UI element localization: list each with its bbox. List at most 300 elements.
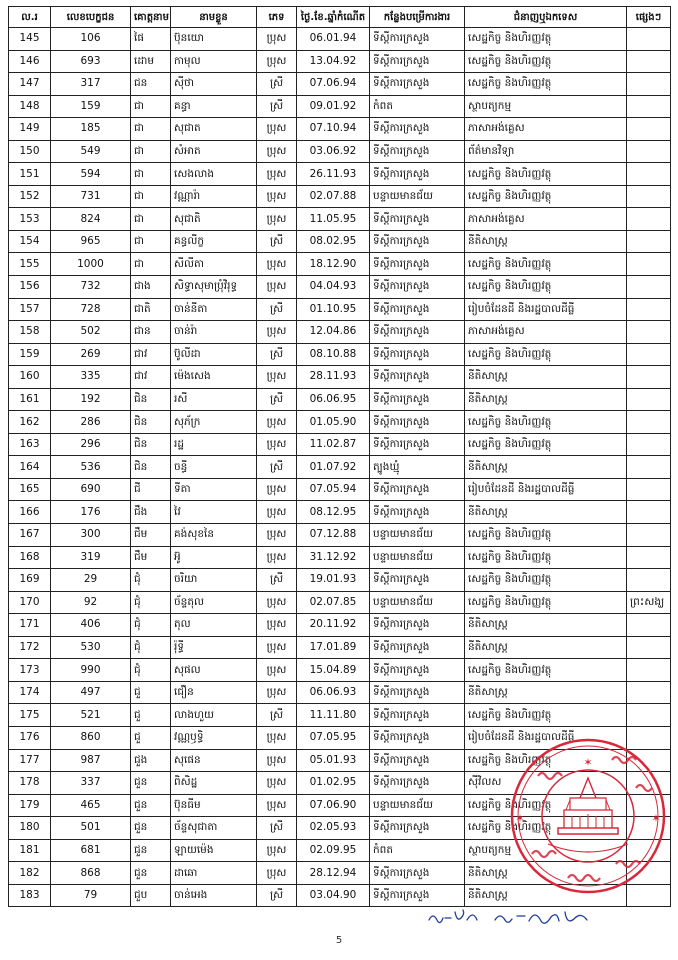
column-header-sex: ភេទ bbox=[257, 7, 297, 28]
cell-given-name: សំអាត bbox=[171, 140, 257, 163]
cell-workplace: បន្ទាយមានជ័យ bbox=[370, 546, 465, 569]
cell-candidate-id: 1000 bbox=[51, 253, 131, 276]
cell-sex: ប្រុស bbox=[257, 772, 297, 795]
cell-candidate-id: 501 bbox=[51, 817, 131, 840]
cell-candidate-id: 286 bbox=[51, 411, 131, 434]
cell-workplace: ទីស្ដីការក្រសួង bbox=[370, 411, 465, 434]
cell-given-name: ច័ន្ទតុល bbox=[171, 591, 257, 614]
cell-date-of-birth: 02.05.93 bbox=[297, 817, 370, 840]
cell-given-name: តុល bbox=[171, 614, 257, 637]
cell-workplace: ទីស្ដីការក្រសួង bbox=[370, 884, 465, 907]
cell-given-name: ចាន់អេង bbox=[171, 884, 257, 907]
cell-major: រៀបចំដែនដី និងរដ្ឋបាលដីធ្លី bbox=[465, 478, 627, 501]
column-header-note: ផ្សេងៗ bbox=[627, 7, 671, 28]
cell-given-name: ច័ន្ទសុជាតា bbox=[171, 817, 257, 840]
cell-row-number: 170 bbox=[9, 591, 51, 614]
cell-date-of-birth: 11.11.80 bbox=[297, 704, 370, 727]
cell-candidate-id: 868 bbox=[51, 862, 131, 885]
cell-given-name: វណ្ណារ៉ា bbox=[171, 185, 257, 208]
cell-family-name: ជិន bbox=[131, 433, 171, 456]
table-row bbox=[9, 411, 671, 434]
cell-sex: ស្រី bbox=[257, 388, 297, 411]
cell-given-name: រសី bbox=[171, 388, 257, 411]
cell-row-number: 149 bbox=[9, 118, 51, 141]
cell-date-of-birth: 28.12.94 bbox=[297, 862, 370, 885]
column-header-candidate-id: លេខបេក្ខជន bbox=[51, 7, 131, 28]
cell-sex: ប្រុស bbox=[257, 659, 297, 682]
cell-candidate-id: 681 bbox=[51, 839, 131, 862]
cell-note bbox=[627, 411, 671, 434]
cell-workplace: ទីស្ដីការក្រសួង bbox=[370, 569, 465, 592]
cell-note bbox=[627, 569, 671, 592]
table-row bbox=[9, 591, 671, 614]
cell-sex: ស្រី bbox=[257, 569, 297, 592]
cell-workplace: ទីស្ដីការក្រសួង bbox=[370, 433, 465, 456]
cell-sex: ប្រុស bbox=[257, 163, 297, 186]
cell-sex: ប្រុស bbox=[257, 681, 297, 704]
cell-row-number: 166 bbox=[9, 501, 51, 524]
cell-sex: ប្រុស bbox=[257, 411, 297, 434]
cell-family-name: ជួន bbox=[131, 817, 171, 840]
column-header-given-name: នាមខ្លួន bbox=[171, 7, 257, 28]
cell-sex: ប្រុស bbox=[257, 478, 297, 501]
cell-sex: ប្រុស bbox=[257, 185, 297, 208]
cell-note bbox=[627, 253, 671, 276]
cell-major: សេដ្ឋកិច្ច និងហិរញ្ញវត្ថុ bbox=[465, 546, 627, 569]
cell-sex: ប្រុស bbox=[257, 140, 297, 163]
cell-row-number: 181 bbox=[9, 839, 51, 862]
cell-major: នីតិសាស្ត្រ bbox=[465, 862, 627, 885]
cell-given-name: ប៊ុនយោ bbox=[171, 28, 257, 51]
cell-family-name: ជន bbox=[131, 73, 171, 96]
cell-note: ព្រះសង្ឃ bbox=[627, 591, 671, 614]
cell-note bbox=[627, 321, 671, 344]
cell-date-of-birth: 19.01.93 bbox=[297, 569, 370, 592]
cell-workplace: ទីស្ដីការក្រសួង bbox=[370, 276, 465, 299]
cell-row-number: 183 bbox=[9, 884, 51, 907]
cell-workplace: ទីស្ដីការក្រសួង bbox=[370, 73, 465, 96]
cell-major: នីតិសាស្ត្រ bbox=[465, 614, 627, 637]
cell-date-of-birth: 01.05.90 bbox=[297, 411, 370, 434]
cell-sex: ស្រី bbox=[257, 456, 297, 479]
table-row bbox=[9, 230, 671, 253]
cell-row-number: 164 bbox=[9, 456, 51, 479]
cell-major: នីតិសាស្ត្រ bbox=[465, 884, 627, 907]
cell-sex: ប្រុស bbox=[257, 524, 297, 547]
cell-row-number: 173 bbox=[9, 659, 51, 682]
cell-workplace: ទីស្ដីការក្រសួង bbox=[370, 726, 465, 749]
cell-date-of-birth: 01.10.95 bbox=[297, 298, 370, 321]
cell-major: សេដ្ឋកិច្ច និងហិរញ្ញវត្ថុ bbox=[465, 50, 627, 73]
cell-given-name: លាងហួយ bbox=[171, 704, 257, 727]
cell-row-number: 151 bbox=[9, 163, 51, 186]
table-row bbox=[9, 298, 671, 321]
cell-workplace: ទីស្ដីការក្រសួង bbox=[370, 749, 465, 772]
cell-candidate-id: 159 bbox=[51, 95, 131, 118]
cell-date-of-birth: 02.07.88 bbox=[297, 185, 370, 208]
cell-sex: ប្រុស bbox=[257, 253, 297, 276]
cell-given-name: ចាន់រ៉ា bbox=[171, 321, 257, 344]
table-row bbox=[9, 118, 671, 141]
cell-given-name: ចន្ធី bbox=[171, 456, 257, 479]
cell-sex: ប្រុស bbox=[257, 591, 297, 614]
cell-family-name: ជាវ bbox=[131, 366, 171, 389]
cell-row-number: 172 bbox=[9, 636, 51, 659]
cell-row-number: 177 bbox=[9, 749, 51, 772]
table-row bbox=[9, 343, 671, 366]
table-row bbox=[9, 704, 671, 727]
cell-date-of-birth: 31.12.92 bbox=[297, 546, 370, 569]
table-row bbox=[9, 681, 671, 704]
cell-given-name: គន្ធលីក្ខ bbox=[171, 230, 257, 253]
cell-date-of-birth: 04.04.93 bbox=[297, 276, 370, 299]
cell-sex: ស្រី bbox=[257, 817, 297, 840]
cell-row-number: 159 bbox=[9, 343, 51, 366]
cell-note bbox=[627, 95, 671, 118]
cell-sex: ស្រី bbox=[257, 884, 297, 907]
cell-workplace: ទីស្ដីការក្រសួង bbox=[370, 659, 465, 682]
cell-note bbox=[627, 73, 671, 96]
cell-workplace: ទីស្ដីការក្រសួង bbox=[370, 681, 465, 704]
table-row bbox=[9, 321, 671, 344]
cell-date-of-birth: 02.07.85 bbox=[297, 591, 370, 614]
cell-family-name: ជាន bbox=[131, 321, 171, 344]
cell-row-number: 148 bbox=[9, 95, 51, 118]
cell-row-number: 165 bbox=[9, 478, 51, 501]
cell-workplace: បន្ទាយមានជ័យ bbox=[370, 524, 465, 547]
cell-date-of-birth: 18.12.90 bbox=[297, 253, 370, 276]
cell-note bbox=[627, 501, 671, 524]
svg-text:✶: ✶ bbox=[515, 812, 525, 825]
cell-given-name: វណ្ណឫទ្ធិ bbox=[171, 726, 257, 749]
cell-given-name: កាមុល bbox=[171, 50, 257, 73]
cell-candidate-id: 502 bbox=[51, 321, 131, 344]
cell-family-name: ជុំ bbox=[131, 659, 171, 682]
cell-date-of-birth: 06.01.94 bbox=[297, 28, 370, 51]
table-row bbox=[9, 185, 671, 208]
cell-major: រៀបចំដែនដី និងរដ្ឋបាលដីធ្លី bbox=[465, 298, 627, 321]
cell-row-number: 174 bbox=[9, 681, 51, 704]
cell-date-of-birth: 20.11.92 bbox=[297, 614, 370, 637]
table-row bbox=[9, 456, 671, 479]
cell-major: ភាសាអង់គ្លេស bbox=[465, 118, 627, 141]
cell-date-of-birth: 08.12.95 bbox=[297, 501, 370, 524]
cell-major: នីតិសាស្ត្រ bbox=[465, 636, 627, 659]
cell-date-of-birth: 03.04.90 bbox=[297, 884, 370, 907]
cell-major: ព័ត៌មានវិទ្យា bbox=[465, 140, 627, 163]
cell-row-number: 150 bbox=[9, 140, 51, 163]
cell-family-name: ជា bbox=[131, 208, 171, 231]
cell-note bbox=[627, 28, 671, 51]
cell-given-name: សុភ័ក្រ bbox=[171, 411, 257, 434]
cell-family-name: ជឹង bbox=[131, 501, 171, 524]
cell-candidate-id: 594 bbox=[51, 163, 131, 186]
cell-given-name: ចរិយា bbox=[171, 569, 257, 592]
cell-note bbox=[627, 50, 671, 73]
cell-workplace: ទីស្ដីការក្រសួង bbox=[370, 343, 465, 366]
cell-note bbox=[627, 659, 671, 682]
cell-note bbox=[627, 140, 671, 163]
cell-candidate-id: 192 bbox=[51, 388, 131, 411]
cell-row-number: 179 bbox=[9, 794, 51, 817]
cell-candidate-id: 732 bbox=[51, 276, 131, 299]
cell-row-number: 182 bbox=[9, 862, 51, 885]
cell-family-name: ជួន bbox=[131, 794, 171, 817]
cell-major: នីតិសាស្ត្រ bbox=[465, 366, 627, 389]
table-row bbox=[9, 163, 671, 186]
cell-given-name: គន្ធា bbox=[171, 95, 257, 118]
cell-given-name: សិទ្ធាសុមាប្រុំវិរុទ្ធ bbox=[171, 276, 257, 299]
cell-family-name: ជុំ bbox=[131, 569, 171, 592]
cell-candidate-id: 549 bbox=[51, 140, 131, 163]
cell-major: សេដ្ឋកិច្ច និងហិរញ្ញវត្ថុ bbox=[465, 794, 627, 817]
cell-candidate-id: 176 bbox=[51, 501, 131, 524]
cell-given-name: ប៊ូលីដា bbox=[171, 343, 257, 366]
cell-given-name: អ៊ូ bbox=[171, 546, 257, 569]
cell-workplace: ទីស្ដីការក្រសួង bbox=[370, 388, 465, 411]
cell-note bbox=[627, 636, 671, 659]
cell-major: រៀបចំដែនដី និងរដ្ឋបាលដីធ្លី bbox=[465, 726, 627, 749]
table-row bbox=[9, 569, 671, 592]
cell-row-number: 176 bbox=[9, 726, 51, 749]
cell-date-of-birth: 13.04.92 bbox=[297, 50, 370, 73]
cell-major: សេដ្ឋកិច្ច និងហិរញ្ញវត្ថុ bbox=[465, 749, 627, 772]
cell-row-number: 178 bbox=[9, 772, 51, 795]
cell-candidate-id: 300 bbox=[51, 524, 131, 547]
cell-candidate-id: 406 bbox=[51, 614, 131, 637]
cell-sex: ប្រុស bbox=[257, 794, 297, 817]
cell-sex: ប្រុស bbox=[257, 50, 297, 73]
cell-family-name: ជឹម bbox=[131, 546, 171, 569]
cell-family-name: ជួន bbox=[131, 862, 171, 885]
table-row bbox=[9, 388, 671, 411]
cell-major: សេដ្ឋកិច្ច និងហិរញ្ញវត្ថុ bbox=[465, 28, 627, 51]
cell-candidate-id: 337 bbox=[51, 772, 131, 795]
cell-family-name: ដោម bbox=[131, 50, 171, 73]
table-row bbox=[9, 478, 671, 501]
cell-date-of-birth: 28.11.93 bbox=[297, 366, 370, 389]
cell-row-number: 171 bbox=[9, 614, 51, 637]
cell-sex: ប្រុស bbox=[257, 636, 297, 659]
cell-note bbox=[627, 681, 671, 704]
cell-candidate-id: 965 bbox=[51, 230, 131, 253]
cell-note bbox=[627, 478, 671, 501]
cell-given-name: ដាឆោ bbox=[171, 862, 257, 885]
cell-sex: ប្រុស bbox=[257, 276, 297, 299]
cell-row-number: 169 bbox=[9, 569, 51, 592]
cell-workplace: ទីស្ដីការក្រសួង bbox=[370, 636, 465, 659]
cell-family-name: ជាវ bbox=[131, 343, 171, 366]
cell-workplace: ទីស្ដីការក្រសួង bbox=[370, 163, 465, 186]
cell-candidate-id: 731 bbox=[51, 185, 131, 208]
cell-workplace: ទីស្ដីការក្រសួង bbox=[370, 862, 465, 885]
cell-family-name: ជួប bbox=[131, 884, 171, 907]
cell-candidate-id: 497 bbox=[51, 681, 131, 704]
cell-major: សេដ្ឋកិច្ច និងហិរញ្ញវត្ថុ bbox=[465, 591, 627, 614]
cell-row-number: 157 bbox=[9, 298, 51, 321]
cell-family-name: ជា bbox=[131, 163, 171, 186]
cell-given-name: សីលីតា bbox=[171, 253, 257, 276]
cell-major: ភាសាអង់គ្លេស bbox=[465, 208, 627, 231]
column-header-date-of-birth: ថ្ងៃ.ខែ.ឆ្នាំកំណើត bbox=[297, 7, 370, 28]
cell-workplace: ទីស្ដីការក្រសួង bbox=[370, 321, 465, 344]
cell-row-number: 168 bbox=[9, 546, 51, 569]
cell-candidate-id: 335 bbox=[51, 366, 131, 389]
cell-date-of-birth: 01.02.95 bbox=[297, 772, 370, 795]
table-row bbox=[9, 546, 671, 569]
cell-family-name: ជិន bbox=[131, 388, 171, 411]
table-row bbox=[9, 208, 671, 231]
cell-row-number: 160 bbox=[9, 366, 51, 389]
cell-candidate-id: 536 bbox=[51, 456, 131, 479]
cell-candidate-id: 92 bbox=[51, 591, 131, 614]
cell-date-of-birth: 11.02.87 bbox=[297, 433, 370, 456]
cell-sex: ស្រី bbox=[257, 230, 297, 253]
cell-major: ស៊ីវិលស bbox=[465, 772, 627, 795]
cell-date-of-birth: 09.01.92 bbox=[297, 95, 370, 118]
cell-sex: ប្រុស bbox=[257, 839, 297, 862]
cell-family-name: ជី bbox=[131, 478, 171, 501]
cell-date-of-birth: 07.06.94 bbox=[297, 73, 370, 96]
table-row bbox=[9, 276, 671, 299]
cell-workplace: ទីស្ដីការក្រសួង bbox=[370, 253, 465, 276]
cell-family-name: ជុំ bbox=[131, 636, 171, 659]
cell-date-of-birth: 03.06.92 bbox=[297, 140, 370, 163]
cell-family-name: ជា bbox=[131, 230, 171, 253]
cell-given-name: សុផល bbox=[171, 659, 257, 682]
cell-family-name: ជួ bbox=[131, 704, 171, 727]
table-row bbox=[9, 524, 671, 547]
cell-family-name: ជា bbox=[131, 118, 171, 141]
cell-given-name: សុជាត bbox=[171, 118, 257, 141]
cell-candidate-id: 79 bbox=[51, 884, 131, 907]
cell-date-of-birth: 26.11.93 bbox=[297, 163, 370, 186]
cell-candidate-id: 860 bbox=[51, 726, 131, 749]
cell-sex: ស្រី bbox=[257, 73, 297, 96]
cell-workplace: កំពត bbox=[370, 839, 465, 862]
cell-workplace: ទីស្ដីការក្រសួង bbox=[370, 817, 465, 840]
cell-date-of-birth: 08.02.95 bbox=[297, 230, 370, 253]
cell-candidate-id: 296 bbox=[51, 433, 131, 456]
cell-sex: ប្រុស bbox=[257, 321, 297, 344]
cell-major: ភាសាអង់គ្លេស bbox=[465, 321, 627, 344]
cell-note bbox=[627, 366, 671, 389]
cell-major: សេដ្ឋកិច្ច និងហិរញ្ញវត្ថុ bbox=[465, 276, 627, 299]
cell-sex: ស្រី bbox=[257, 343, 297, 366]
cell-given-name: រដ្ឋ bbox=[171, 433, 257, 456]
cell-workplace: បន្ទាយមានជ័យ bbox=[370, 185, 465, 208]
cell-row-number: 167 bbox=[9, 524, 51, 547]
cell-major: ស្ថាបត្យកម្ម bbox=[465, 95, 627, 118]
cell-date-of-birth: 01.07.92 bbox=[297, 456, 370, 479]
cell-row-number: 162 bbox=[9, 411, 51, 434]
cell-family-name: ជឹម bbox=[131, 524, 171, 547]
cell-workplace: បន្ទាយមានជ័យ bbox=[370, 591, 465, 614]
cell-candidate-id: 29 bbox=[51, 569, 131, 592]
cell-family-name: ជួ bbox=[131, 726, 171, 749]
cell-sex: ប្រុស bbox=[257, 118, 297, 141]
cell-family-name: ជិន bbox=[131, 411, 171, 434]
cell-workplace: ទីស្ដីការក្រសួង bbox=[370, 772, 465, 795]
cell-major: នីតិសាស្ត្រ bbox=[465, 388, 627, 411]
cell-date-of-birth: 02.09.95 bbox=[297, 839, 370, 862]
cell-sex: ស្រី bbox=[257, 95, 297, 118]
cell-date-of-birth: 07.10.94 bbox=[297, 118, 370, 141]
cell-row-number: 156 bbox=[9, 276, 51, 299]
svg-text:✶: ✶ bbox=[583, 756, 593, 769]
table-row bbox=[9, 636, 671, 659]
cell-major: សេដ្ឋកិច្ច និងហិរញ្ញវត្ថុ bbox=[465, 569, 627, 592]
svg-text:✶: ✶ bbox=[651, 812, 661, 825]
page-number: 5 bbox=[335, 935, 343, 946]
cell-candidate-id: 987 bbox=[51, 749, 131, 772]
cell-workplace: បន្ទាយមានជ័យ bbox=[370, 794, 465, 817]
cell-note bbox=[627, 208, 671, 231]
cell-row-number: 158 bbox=[9, 321, 51, 344]
cell-candidate-id: 269 bbox=[51, 343, 131, 366]
cell-date-of-birth: 07.06.90 bbox=[297, 794, 370, 817]
cell-note bbox=[627, 276, 671, 299]
column-header-major: ជំនាញឬឯកទេស bbox=[465, 7, 627, 28]
cell-workplace: ទីស្ដីការក្រសួង bbox=[370, 614, 465, 637]
cell-date-of-birth: 08.10.88 bbox=[297, 343, 370, 366]
column-header-family-name: គោត្តនាម bbox=[131, 7, 171, 28]
cell-workplace: ត្បូងឃ្មុំ bbox=[370, 456, 465, 479]
cell-date-of-birth: 12.04.86 bbox=[297, 321, 370, 344]
cell-major: សេដ្ឋកិច្ច និងហិរញ្ញវត្ថុ bbox=[465, 73, 627, 96]
cell-family-name: ជា bbox=[131, 95, 171, 118]
cell-candidate-id: 824 bbox=[51, 208, 131, 231]
initial-signatures bbox=[425, 908, 615, 930]
cell-given-name: សុផេន bbox=[171, 749, 257, 772]
cell-candidate-id: 693 bbox=[51, 50, 131, 73]
cell-row-number: 163 bbox=[9, 433, 51, 456]
cell-major: សេដ្ឋកិច្ច និងហិរញ្ញវត្ថុ bbox=[465, 433, 627, 456]
cell-major: សេដ្ឋកិច្ច និងហិរញ្ញវត្ថុ bbox=[465, 185, 627, 208]
cell-sex: ប្រុស bbox=[257, 208, 297, 231]
cell-row-number: 180 bbox=[9, 817, 51, 840]
cell-family-name: ជួង bbox=[131, 749, 171, 772]
cell-given-name: គង់សុខនៃ bbox=[171, 524, 257, 547]
cell-family-name: ផៃ bbox=[131, 28, 171, 51]
cell-given-name: ប៊ុនធីម bbox=[171, 794, 257, 817]
cell-note bbox=[627, 546, 671, 569]
cell-sex: ប្រុស bbox=[257, 501, 297, 524]
cell-given-name: ស៊ីថា bbox=[171, 73, 257, 96]
cell-row-number: 161 bbox=[9, 388, 51, 411]
cell-note bbox=[627, 433, 671, 456]
cell-sex: ប្រុស bbox=[257, 726, 297, 749]
cell-date-of-birth: 07.05.95 bbox=[297, 726, 370, 749]
cell-candidate-id: 185 bbox=[51, 118, 131, 141]
cell-note bbox=[627, 163, 671, 186]
cell-workplace: ទីស្ដីការក្រសួង bbox=[370, 478, 465, 501]
cell-note bbox=[627, 298, 671, 321]
cell-date-of-birth: 11.05.95 bbox=[297, 208, 370, 231]
cell-candidate-id: 465 bbox=[51, 794, 131, 817]
cell-note bbox=[627, 704, 671, 727]
cell-given-name: វៃ bbox=[171, 501, 257, 524]
cell-candidate-id: 317 bbox=[51, 73, 131, 96]
cell-family-name: ជិន bbox=[131, 456, 171, 479]
cell-major: នីតិសាស្ត្រ bbox=[465, 681, 627, 704]
cell-major: ស្ថាបត្យកម្ម bbox=[465, 839, 627, 862]
cell-date-of-birth: 06.06.93 bbox=[297, 681, 370, 704]
table-row bbox=[9, 50, 671, 73]
cell-sex: ប្រុស bbox=[257, 749, 297, 772]
cell-major: សេដ្ឋកិច្ច និងហិរញ្ញវត្ថុ bbox=[465, 411, 627, 434]
cell-note bbox=[627, 388, 671, 411]
